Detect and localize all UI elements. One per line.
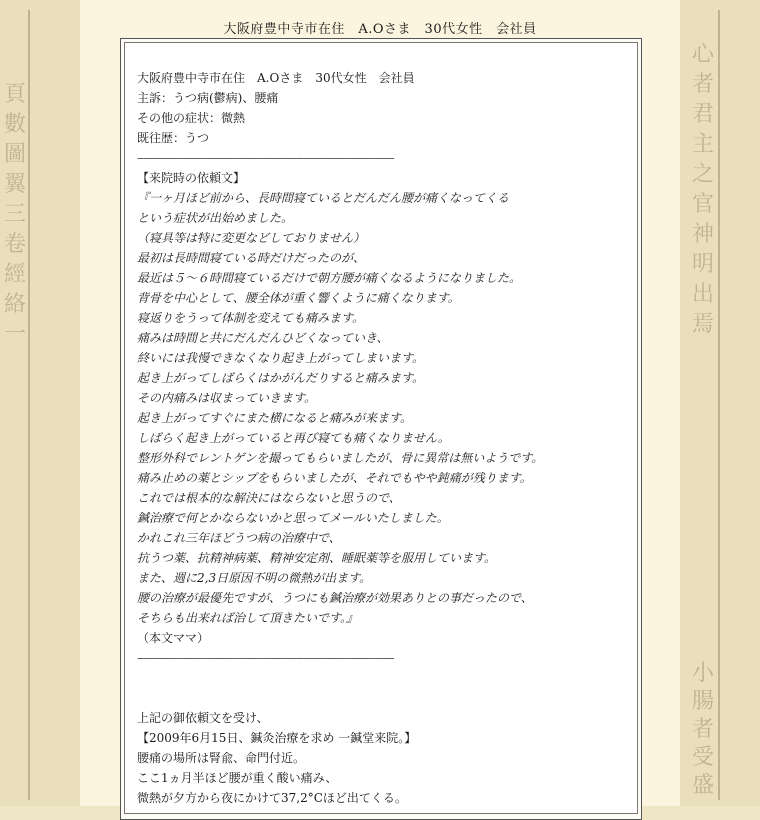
request-line: 『一ヶ月ほど前から、長時間寝ているとだんだん腰が痛くなってくる bbox=[137, 191, 510, 205]
request-heading: 【来院時の依頼文】 bbox=[137, 171, 246, 185]
chief-complaint: 主訴：うつ病(鬱病)、腰痛 bbox=[137, 91, 279, 105]
visit-date: 【2009年6月15日、鍼灸治療を求め 一鍼堂来院。】 bbox=[137, 731, 417, 745]
request-line: 抗うつ薬、抗精神病薬、精神安定剤、睡眠薬等を服用しています。 bbox=[137, 551, 497, 565]
request-line: 腰の治療が最優先ですが、うつにも鍼治療が効果ありとの事だったので、 bbox=[137, 591, 533, 605]
request-line: かれこれ三年ほどうつ病の治療中で、 bbox=[137, 531, 341, 545]
case-report bbox=[137, 68, 627, 808]
page-title: 大阪府豊中寺市在住 A.Oさま 30代女性 会社員 bbox=[223, 22, 537, 37]
divider: ------------------------------------------------------------------------------------ bbox=[137, 151, 394, 165]
background-text-right-lower: 小腸者受盛 bbox=[691, 661, 714, 798]
other-symptoms: その他の症状：微熱 bbox=[137, 111, 246, 125]
divider: ------------------------------------------------------------------------------------ bbox=[137, 651, 394, 665]
request-line: 寝返りをうって体制を変えても痛みます。 bbox=[137, 311, 365, 325]
request-line: 背骨を中心として、腰全体が重く響くように痛くなります。 bbox=[137, 291, 460, 305]
request-line: また、週に2,3日原因不明の微熱が出ます。 bbox=[137, 571, 372, 585]
request-line: 痛み止めの薬とシップをもらいましたが、それでもやや鈍痛が残ります。 bbox=[137, 471, 532, 485]
page-rule bbox=[718, 10, 720, 800]
request-line: 起き上がってすぐにまた横になると痛みが来ます。 bbox=[137, 411, 413, 425]
original-text-note: （本文ママ） bbox=[137, 631, 210, 645]
background-text-right: 心者君主之官神明出焉 bbox=[691, 42, 714, 337]
request-line: これでは根本的な解決にはならないと思うので、 bbox=[137, 491, 401, 505]
request-line: 鍼治療で何とかならないかと思ってメールいたしました。 bbox=[137, 511, 449, 525]
visit-line: ここ1ヵ月半ほど腰が重く酸い痛み、 bbox=[137, 771, 338, 785]
request-line: 起き上がってしばらくはかがんだりすると痛みます。 bbox=[137, 371, 425, 385]
request-line: その内痛みは収まっていきます。 bbox=[137, 391, 317, 405]
background-right-page bbox=[679, 0, 760, 806]
request-line: （寝具等は特に変更などしておりません） bbox=[137, 231, 366, 245]
request-line: 痛みは時間と共にだんだんひどくなっていき、 bbox=[137, 331, 389, 345]
medical-history: 既往歴：うつ bbox=[137, 131, 210, 145]
request-line: 終いには我慢できなくなり起き上がってしまいます。 bbox=[137, 351, 425, 365]
page-rule bbox=[28, 10, 30, 800]
background-left-page bbox=[0, 0, 81, 806]
visit-line: 微熱が夕方から夜にかけて37,2°Cほど出てくる。 bbox=[137, 791, 407, 805]
visit-line: 上記の御依頼文を受け、 bbox=[137, 711, 269, 725]
request-letter bbox=[137, 188, 627, 628]
patient-line: 大阪府豊中寺市在住 A.Oさま 30代女性 会社員 bbox=[137, 71, 415, 85]
request-line: そちらも出来れば治して頂きたいです。』 bbox=[137, 611, 359, 625]
request-line: 最初は長時間寝ている時だけだったのが、 bbox=[137, 251, 366, 265]
request-line: 最近は５～６時間寝ているだけで朝方腰が痛くなるようになりました。 bbox=[137, 271, 522, 285]
visit-line: 腰痛の場所は腎兪、命門付近。 bbox=[137, 751, 306, 765]
background-text-left: 頁數圖翼三卷經絡一 bbox=[3, 82, 26, 347]
spacer bbox=[137, 668, 627, 708]
request-line: という症状が出始めました。 bbox=[137, 211, 294, 225]
request-line: 整形外科でレントゲンを撮ってもらいましたが、骨に異常は無いようです。 bbox=[137, 451, 544, 465]
request-line: しばらく起き上がっていると再び寝ても痛くなりません。 bbox=[137, 431, 450, 445]
